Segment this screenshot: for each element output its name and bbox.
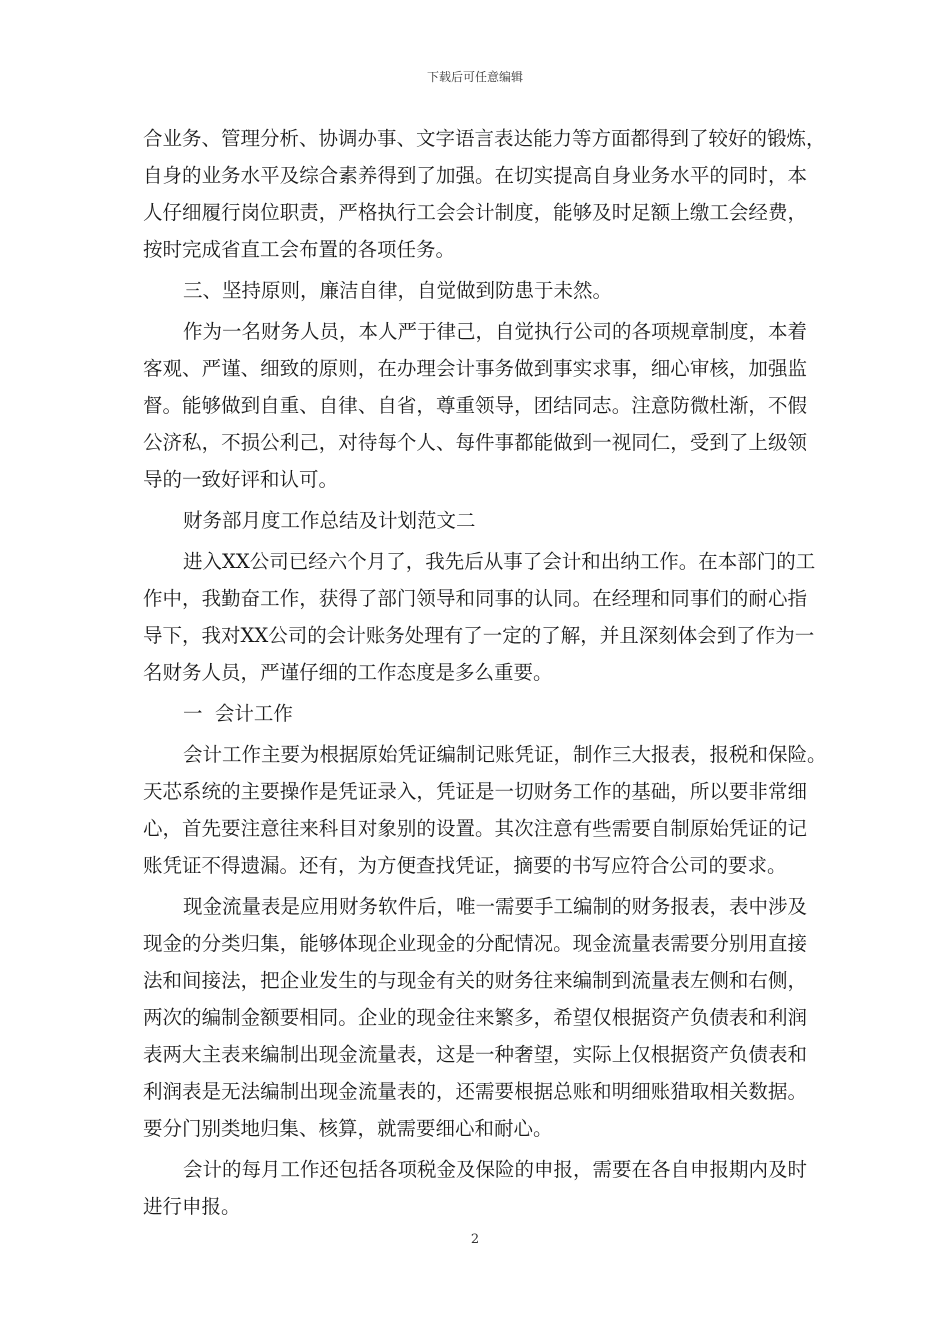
- text-line: 财务部月度工作总结及计划范文二: [183, 509, 476, 532]
- text-line: 客观、严谨、细致的原则，在办理会计事务做到事实求事，细心审核，加强监: [143, 357, 807, 380]
- text-line: 一 会计工作: [183, 702, 293, 725]
- paragraph: [143, 543, 816, 691]
- page-number: 2: [470, 1232, 480, 1247]
- text-line: 自身的业务水平及综合素养得到了加强。在切实提高自身业务水平的同时，本: [143, 164, 807, 187]
- page-header: 下载后可任意编辑: [426, 70, 523, 84]
- text-line: 合业务、管理分析、协调办事、文字语言表达能力等方面都得到了较好的锻炼，: [143, 127, 826, 150]
- document-body: [143, 120, 827, 1225]
- paragraph: [143, 120, 826, 268]
- text-line: 利润表是无法编制出现金流量表的，还需要根据总账和明细账猎取相关数据。: [143, 1080, 807, 1103]
- text-line: 作为一名财务人员，本人严于律己，自觉执行公司的各项规章制度，本着: [183, 320, 808, 343]
- section-heading: [143, 272, 807, 309]
- text-line: 账凭证不得遗漏。还有，为方便查找凭证，摘要的书写应符合公司的要求。: [143, 854, 787, 877]
- text-line: 督。能够做到自重、自律、自省，尊重领导，团结同志。注意防微杜渐，不假: [143, 394, 807, 417]
- text-line: 天芯系统的主要操作是凭证录入，凭证是一切财务工作的基础，所以要非常细: [143, 780, 807, 803]
- text-line: 表两大主表来编制出现金流量表，这是一种奢望，实际上仅根据资产负债表和: [143, 1043, 807, 1066]
- text-line: 现金流量表是应用财务软件后，唯一需要手工编制的财务报表，表中涉及: [183, 895, 808, 918]
- text-line: 会计的每月工作还包括各项税金及保险的申报，需要在各自申报期内及时: [183, 1158, 808, 1181]
- paragraph: [143, 736, 827, 884]
- text-line: 进入XX公司已经六个月了，我先后从事了会计和出纳工作。在本部门的工: [183, 550, 816, 573]
- text-line: 作中，我勤奋工作，获得了部门领导和同事的认同。在经理和同事们的耐心指: [143, 587, 807, 610]
- document-subtitle: [143, 502, 807, 539]
- text-line: 会计工作主要为根据原始凭证编制记账凭证，制作三大报表，报税和保险。: [183, 743, 827, 766]
- paragraph: [143, 888, 807, 1147]
- text-line: 法和间接法，把企业发生的与现金有关的财务往来编制到流量表左侧和右侧，: [143, 969, 807, 992]
- text-line: 导的一致好评和认可。: [143, 468, 339, 491]
- text-line: 要分门别类地归集、核算，就需要细心和耐心。: [143, 1117, 553, 1140]
- section-heading: [143, 695, 807, 732]
- text-line: 公济私，不损公利己，对待每个人、每件事都能做到一视同仁，受到了上级领: [143, 431, 807, 454]
- text-line: 心，首先要注意往来科目对象别的设置。其次注意有些需要自制原始凭证的记: [143, 817, 807, 840]
- text-line: 现金的分类归集，能够体现企业现金的分配情况。现金流量表需要分别用直接: [143, 932, 807, 955]
- text-line: 按时完成省直工会布置的各项任务。: [143, 238, 456, 261]
- text-line: 人仔细履行岗位职责，严格执行工会会计制度，能够及时足额上缴工会经费，: [143, 201, 807, 224]
- paragraph: [143, 1151, 807, 1225]
- text-line: 三、坚持原则，廉洁自律，自觉做到防患于未然。: [183, 279, 613, 302]
- paragraph: [143, 313, 807, 498]
- text-line: 名财务人员，严谨仔细的工作态度是多么重要。: [143, 661, 553, 684]
- text-line: 导下，我对XX公司的会计账务处理有了一定的了解，并且深刻体会到了作为一: [143, 624, 815, 647]
- text-line: 进行申报。: [143, 1195, 241, 1218]
- text-line: 两次的编制金额要相同。企业的现金往来繁多，希望仅根据资产负债表和利润: [143, 1006, 807, 1029]
